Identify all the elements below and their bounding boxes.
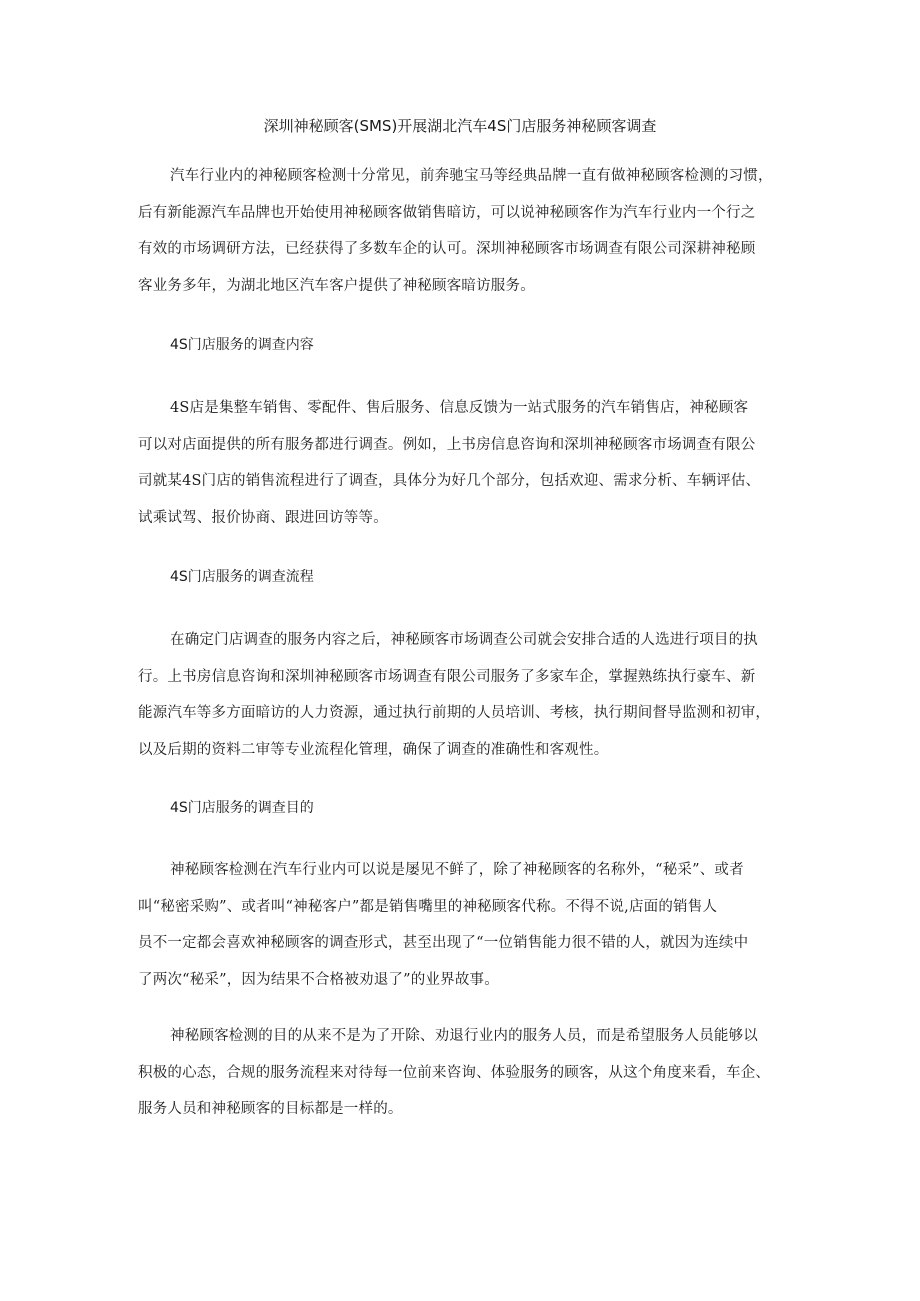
paragraph-line: 以及后期的资料二审等专业流程化管理，确保了调查的准确性和客观性。 (138, 741, 609, 758)
paragraph-line: 试乘试驾、报价协商、跟进回访等等。 (138, 509, 388, 526)
section-heading-content: 4S门店服务的调查内容 (170, 337, 314, 353)
section-process-paragraph (138, 622, 794, 768)
paragraph-line: 汽车行业内的神秘顾客检测十分常见，前奔驰宝马等经典品牌一直有做神秘顾客检测的习惯， (170, 168, 773, 184)
section-content-paragraph (138, 390, 794, 536)
paragraph-line: 司就某4S门店的销售流程进行了调查，具体分为好几个部分，包括欢迎、需求分析、车辆评估、 (138, 473, 761, 489)
paragraph-line: 后有新能源汽车品牌也开始使用神秘顾客做销售暗访，可以说神秘顾客作为汽车行业内一个行之 (138, 204, 756, 221)
paragraph-line: 叫“秘密采购”、或者叫“神秘客户”都是销售嘴里的神秘顾客代称。不得不说,店面的销售人 (138, 898, 718, 915)
section-purpose-paragraph-1 (138, 852, 794, 998)
paragraph-line: 神秘顾客检测的目的从来不是为了开除、劝退行业内的服务人员，而是希望服务人员能够以 (170, 1028, 758, 1044)
paragraph-line: 可以对店面提供的所有服务都进行调查。例如，上书房信息咨询和深圳神秘顾客市场调查有限公 (138, 436, 756, 453)
paragraph-line: 有效的市场调研方法，已经获得了多数车企的认可。深圳神秘顾客市场调查有限公司深耕神秘顾 (138, 241, 756, 257)
paragraph-line: 客业务多年，为湖北地区汽车客户提供了神秘顾客暗访服务。 (138, 277, 535, 294)
paragraph-line: 了两次“秘采”，因为结果不合格被劝退了”的业界故事。 (138, 971, 499, 988)
section-heading-purpose: 4S门店服务的调查目的 (170, 800, 314, 816)
intro-paragraph (138, 158, 794, 304)
section-purpose-paragraph-2 (138, 1018, 794, 1128)
paragraph-line: 在确定门店调查的服务内容之后，神秘顾客市场调查公司就会安排合适的人选进行项目的执 (170, 632, 758, 648)
paragraph-line: 4S店是集整车销售、零配件、售后服务、信息反馈为一站式服务的汽车销售店，神秘顾客 (170, 400, 749, 416)
paragraph-line: 积极的心态，合规的服务流程来对待每一位前来咨询、体验服务的顾客，从这个角度来看，车企、 (138, 1064, 771, 1081)
section-heading-process: 4S门店服务的调查流程 (170, 569, 314, 585)
paragraph-line: 服务人员和神秘顾客的目标都是一样的。 (138, 1101, 403, 1117)
paragraph-line: 行。上书房信息咨询和深圳神秘顾客市场调查有限公司服务了多家车企，掌握熟练执行豪车、新 (138, 668, 756, 685)
document-title: 深圳神秘顾客(SMS)开展湖北汽车4S门店服务神秘顾客调查 (263, 117, 657, 135)
paragraph-line: 员不一定都会喜欢神秘顾客的调查形式，甚至出现了“一位销售能力很不错的人，就因为连续中 (138, 935, 749, 951)
paragraph-line: 神秘顾客检测在汽车行业内可以说是屡见不鲜了，除了神秘顾客的名称外，“秘采”、或者 (170, 862, 744, 878)
paragraph-line: 能源汽车等多方面暗访的人力资源，通过执行前期的人员培训、考核，执行期间督导监测和初审， (138, 705, 771, 721)
